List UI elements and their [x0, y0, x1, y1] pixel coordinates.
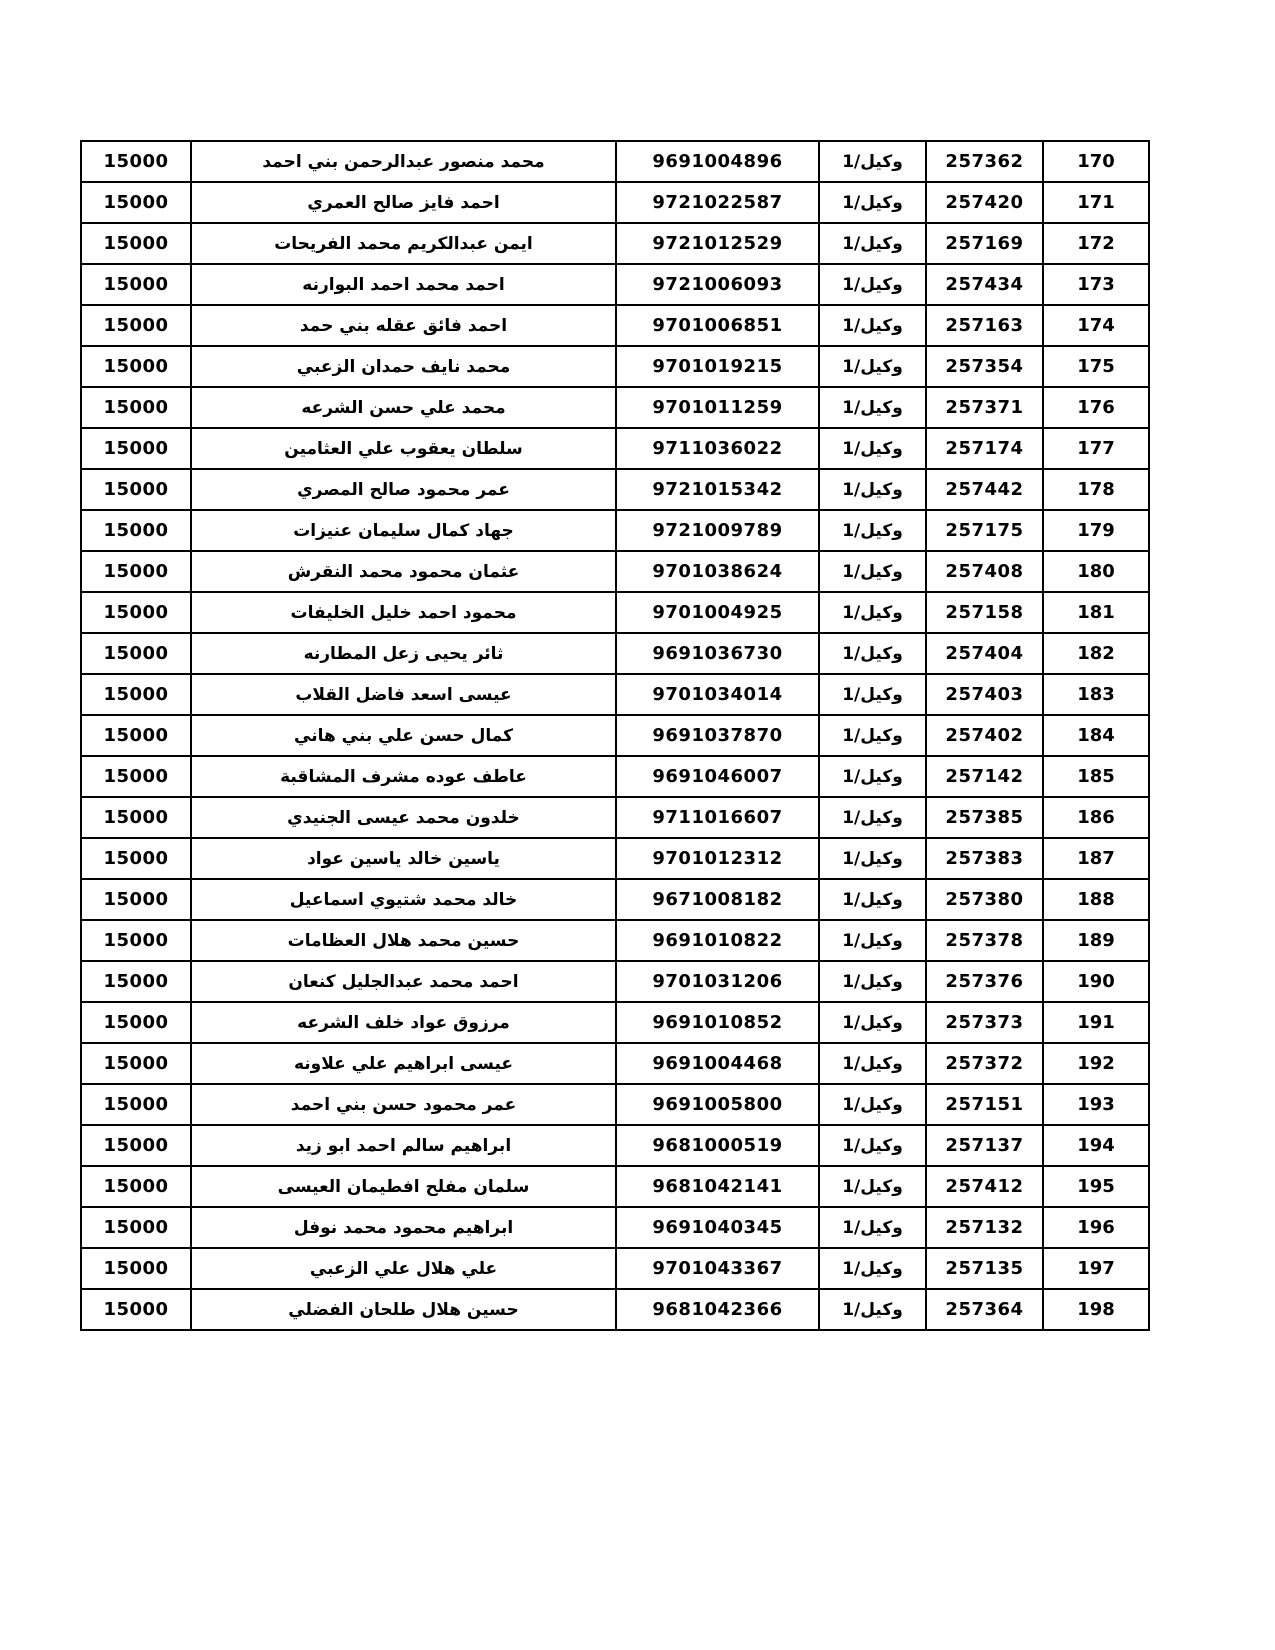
serial-cell: 186	[1043, 797, 1149, 838]
record-number-cell: 257412	[926, 1166, 1043, 1207]
rank-cell: وكيل/1	[819, 469, 926, 510]
record-number-cell: 257364	[926, 1289, 1043, 1330]
table-row	[81, 469, 1149, 510]
rank-cell: وكيل/1	[819, 961, 926, 1002]
salary-cell: 15000	[81, 961, 191, 1002]
name-cell: احمد محمد عبدالجليل كنعان	[191, 961, 616, 1002]
record-number-cell: 257385	[926, 797, 1043, 838]
national-id-cell: 9721022587	[616, 182, 819, 223]
national-id-cell: 9711016607	[616, 797, 819, 838]
table-row	[81, 879, 1149, 920]
record-number-cell: 257442	[926, 469, 1043, 510]
rank-cell: وكيل/1	[819, 756, 926, 797]
table-row	[81, 756, 1149, 797]
table-row	[81, 1002, 1149, 1043]
table-row	[81, 1248, 1149, 1289]
serial-cell: 190	[1043, 961, 1149, 1002]
rank-cell: وكيل/1	[819, 1002, 926, 1043]
rank-cell: وكيل/1	[819, 1043, 926, 1084]
record-number-cell: 257403	[926, 674, 1043, 715]
name-cell: ابراهيم سالم احمد ابو زيد	[191, 1125, 616, 1166]
serial-cell: 198	[1043, 1289, 1149, 1330]
record-number-cell: 257169	[926, 223, 1043, 264]
name-cell: محمد علي حسن الشرعه	[191, 387, 616, 428]
rank-cell: وكيل/1	[819, 387, 926, 428]
rank-cell: وكيل/1	[819, 141, 926, 182]
salary-cell: 15000	[81, 674, 191, 715]
table-row	[81, 1289, 1149, 1330]
serial-cell: 191	[1043, 1002, 1149, 1043]
national-id-cell: 9721006093	[616, 264, 819, 305]
serial-cell: 175	[1043, 346, 1149, 387]
personnel-table	[80, 140, 1150, 1331]
name-cell: عثمان محمود محمد النقرش	[191, 551, 616, 592]
rank-cell: وكيل/1	[819, 551, 926, 592]
serial-cell: 187	[1043, 838, 1149, 879]
name-cell: احمد فائق عقله بني حمد	[191, 305, 616, 346]
salary-cell: 15000	[81, 838, 191, 879]
table-row	[81, 1166, 1149, 1207]
record-number-cell: 257404	[926, 633, 1043, 674]
record-number-cell: 257151	[926, 1084, 1043, 1125]
record-number-cell: 257175	[926, 510, 1043, 551]
name-cell: عمر محمود صالح المصري	[191, 469, 616, 510]
national-id-cell: 9721009789	[616, 510, 819, 551]
record-number-cell: 257402	[926, 715, 1043, 756]
serial-cell: 188	[1043, 879, 1149, 920]
rank-cell: وكيل/1	[819, 223, 926, 264]
name-cell: حسين هلال طلحان الفضلي	[191, 1289, 616, 1330]
serial-cell: 183	[1043, 674, 1149, 715]
salary-cell: 15000	[81, 879, 191, 920]
table-row	[81, 182, 1149, 223]
rank-cell: وكيل/1	[819, 592, 926, 633]
national-id-cell: 9691004468	[616, 1043, 819, 1084]
salary-cell: 15000	[81, 1289, 191, 1330]
national-id-cell: 9701004925	[616, 592, 819, 633]
name-cell: كمال حسن علي بني هاني	[191, 715, 616, 756]
national-id-cell: 9701038624	[616, 551, 819, 592]
record-number-cell: 257158	[926, 592, 1043, 633]
salary-cell: 15000	[81, 1084, 191, 1125]
national-id-cell: 9691005800	[616, 1084, 819, 1125]
rank-cell: وكيل/1	[819, 428, 926, 469]
record-number-cell: 257376	[926, 961, 1043, 1002]
national-id-cell: 9691010852	[616, 1002, 819, 1043]
salary-cell: 15000	[81, 141, 191, 182]
name-cell: عيسى ابراهيم علي علاونه	[191, 1043, 616, 1084]
name-cell: محمد منصور عبدالرحمن بني احمد	[191, 141, 616, 182]
serial-cell: 197	[1043, 1248, 1149, 1289]
name-cell: سلطان يعقوب علي العثامين	[191, 428, 616, 469]
record-number-cell: 257372	[926, 1043, 1043, 1084]
national-id-cell: 9701012312	[616, 838, 819, 879]
serial-cell: 189	[1043, 920, 1149, 961]
record-number-cell: 257373	[926, 1002, 1043, 1043]
rank-cell: وكيل/1	[819, 1289, 926, 1330]
rank-cell: وكيل/1	[819, 715, 926, 756]
serial-cell: 181	[1043, 592, 1149, 633]
salary-cell: 15000	[81, 715, 191, 756]
national-id-cell: 9701006851	[616, 305, 819, 346]
national-id-cell: 9711036022	[616, 428, 819, 469]
name-cell: جهاد كمال سليمان عنيزات	[191, 510, 616, 551]
national-id-cell: 9681000519	[616, 1125, 819, 1166]
record-number-cell: 257354	[926, 346, 1043, 387]
rank-cell: وكيل/1	[819, 510, 926, 551]
name-cell: خالد محمد شتيوي اسماعيل	[191, 879, 616, 920]
name-cell: مرزوق عواد خلف الشرعه	[191, 1002, 616, 1043]
table-row	[81, 1043, 1149, 1084]
national-id-cell: 9701034014	[616, 674, 819, 715]
name-cell: سلمان مفلح افطيمان العيسى	[191, 1166, 616, 1207]
rank-cell: وكيل/1	[819, 264, 926, 305]
salary-cell: 15000	[81, 387, 191, 428]
record-number-cell: 257362	[926, 141, 1043, 182]
salary-cell: 15000	[81, 551, 191, 592]
salary-cell: 15000	[81, 1125, 191, 1166]
salary-cell: 15000	[81, 305, 191, 346]
national-id-cell: 9691040345	[616, 1207, 819, 1248]
national-id-cell: 9721015342	[616, 469, 819, 510]
rank-cell: وكيل/1	[819, 920, 926, 961]
table-row	[81, 961, 1149, 1002]
table-row	[81, 715, 1149, 756]
record-number-cell: 257135	[926, 1248, 1043, 1289]
serial-cell: 192	[1043, 1043, 1149, 1084]
table-row	[81, 510, 1149, 551]
salary-cell: 15000	[81, 592, 191, 633]
table-row	[81, 141, 1149, 182]
salary-cell: 15000	[81, 223, 191, 264]
salary-cell: 15000	[81, 428, 191, 469]
name-cell: احمد محمد احمد البوارنه	[191, 264, 616, 305]
table-row	[81, 223, 1149, 264]
name-cell: محمود احمد خليل الخليفات	[191, 592, 616, 633]
salary-cell: 15000	[81, 920, 191, 961]
table-row	[81, 1084, 1149, 1125]
serial-cell: 179	[1043, 510, 1149, 551]
serial-cell: 193	[1043, 1084, 1149, 1125]
national-id-cell: 9701011259	[616, 387, 819, 428]
salary-cell: 15000	[81, 1248, 191, 1289]
national-id-cell: 9681042366	[616, 1289, 819, 1330]
national-id-cell: 9671008182	[616, 879, 819, 920]
serial-cell: 178	[1043, 469, 1149, 510]
national-id-cell: 9691037870	[616, 715, 819, 756]
national-id-cell: 9701043367	[616, 1248, 819, 1289]
serial-cell: 195	[1043, 1166, 1149, 1207]
national-id-cell: 9691036730	[616, 633, 819, 674]
rank-cell: وكيل/1	[819, 633, 926, 674]
salary-cell: 15000	[81, 633, 191, 674]
record-number-cell: 257174	[926, 428, 1043, 469]
national-id-cell: 9691046007	[616, 756, 819, 797]
rank-cell: وكيل/1	[819, 182, 926, 223]
serial-cell: 196	[1043, 1207, 1149, 1248]
serial-cell: 180	[1043, 551, 1149, 592]
salary-cell: 15000	[81, 510, 191, 551]
record-number-cell: 257163	[926, 305, 1043, 346]
name-cell: محمد نايف حمدان الزعبي	[191, 346, 616, 387]
salary-cell: 15000	[81, 346, 191, 387]
table-body	[81, 141, 1149, 1330]
name-cell: علي هلال علي الزعبي	[191, 1248, 616, 1289]
rank-cell: وكيل/1	[819, 674, 926, 715]
serial-cell: 174	[1043, 305, 1149, 346]
name-cell: حسين محمد هلال العظامات	[191, 920, 616, 961]
rank-cell: وكيل/1	[819, 346, 926, 387]
name-cell: ايمن عبدالكريم محمد الفريحات	[191, 223, 616, 264]
serial-cell: 176	[1043, 387, 1149, 428]
serial-cell: 184	[1043, 715, 1149, 756]
record-number-cell: 257142	[926, 756, 1043, 797]
table-row	[81, 428, 1149, 469]
table-row	[81, 838, 1149, 879]
record-number-cell: 257378	[926, 920, 1043, 961]
national-id-cell: 9691010822	[616, 920, 819, 961]
table-row	[81, 346, 1149, 387]
rank-cell: وكيل/1	[819, 1248, 926, 1289]
table-row	[81, 920, 1149, 961]
serial-cell: 177	[1043, 428, 1149, 469]
name-cell: عاطف عوده مشرف المشاقبة	[191, 756, 616, 797]
record-number-cell: 257408	[926, 551, 1043, 592]
rank-cell: وكيل/1	[819, 838, 926, 879]
serial-cell: 170	[1043, 141, 1149, 182]
record-number-cell: 257383	[926, 838, 1043, 879]
national-id-cell: 9701031206	[616, 961, 819, 1002]
salary-cell: 15000	[81, 1002, 191, 1043]
rank-cell: وكيل/1	[819, 1125, 926, 1166]
record-number-cell: 257434	[926, 264, 1043, 305]
name-cell: ثائر يحيى زعل المطارنه	[191, 633, 616, 674]
record-number-cell: 257371	[926, 387, 1043, 428]
table-row	[81, 264, 1149, 305]
name-cell: ياسين خالد ياسين عواد	[191, 838, 616, 879]
table-row	[81, 1207, 1149, 1248]
rank-cell: وكيل/1	[819, 879, 926, 920]
national-id-cell: 9691004896	[616, 141, 819, 182]
table-row	[81, 797, 1149, 838]
table-row	[81, 305, 1149, 346]
table-row	[81, 551, 1149, 592]
rank-cell: وكيل/1	[819, 1084, 926, 1125]
name-cell: عيسى اسعد فاضل القلاب	[191, 674, 616, 715]
national-id-cell: 9721012529	[616, 223, 819, 264]
table-row	[81, 592, 1149, 633]
name-cell: عمر محمود حسن بني احمد	[191, 1084, 616, 1125]
salary-cell: 15000	[81, 1166, 191, 1207]
rank-cell: وكيل/1	[819, 1166, 926, 1207]
serial-cell: 171	[1043, 182, 1149, 223]
salary-cell: 15000	[81, 1043, 191, 1084]
name-cell: خلدون محمد عيسى الجنيدي	[191, 797, 616, 838]
salary-cell: 15000	[81, 797, 191, 838]
table-row	[81, 387, 1149, 428]
salary-cell: 15000	[81, 469, 191, 510]
serial-cell: 194	[1043, 1125, 1149, 1166]
table-row	[81, 633, 1149, 674]
record-number-cell: 257137	[926, 1125, 1043, 1166]
serial-cell: 173	[1043, 264, 1149, 305]
serial-cell: 182	[1043, 633, 1149, 674]
rank-cell: وكيل/1	[819, 305, 926, 346]
record-number-cell: 257420	[926, 182, 1043, 223]
rank-cell: وكيل/1	[819, 797, 926, 838]
national-id-cell: 9681042141	[616, 1166, 819, 1207]
serial-cell: 172	[1043, 223, 1149, 264]
table-row	[81, 674, 1149, 715]
national-id-cell: 9701019215	[616, 346, 819, 387]
name-cell: احمد فايز صالح العمري	[191, 182, 616, 223]
name-cell: ابراهيم محمود محمد نوفل	[191, 1207, 616, 1248]
table-row	[81, 1125, 1149, 1166]
serial-cell: 185	[1043, 756, 1149, 797]
record-number-cell: 257380	[926, 879, 1043, 920]
salary-cell: 15000	[81, 264, 191, 305]
salary-cell: 15000	[81, 1207, 191, 1248]
salary-cell: 15000	[81, 182, 191, 223]
salary-cell: 15000	[81, 756, 191, 797]
rank-cell: وكيل/1	[819, 1207, 926, 1248]
record-number-cell: 257132	[926, 1207, 1043, 1248]
